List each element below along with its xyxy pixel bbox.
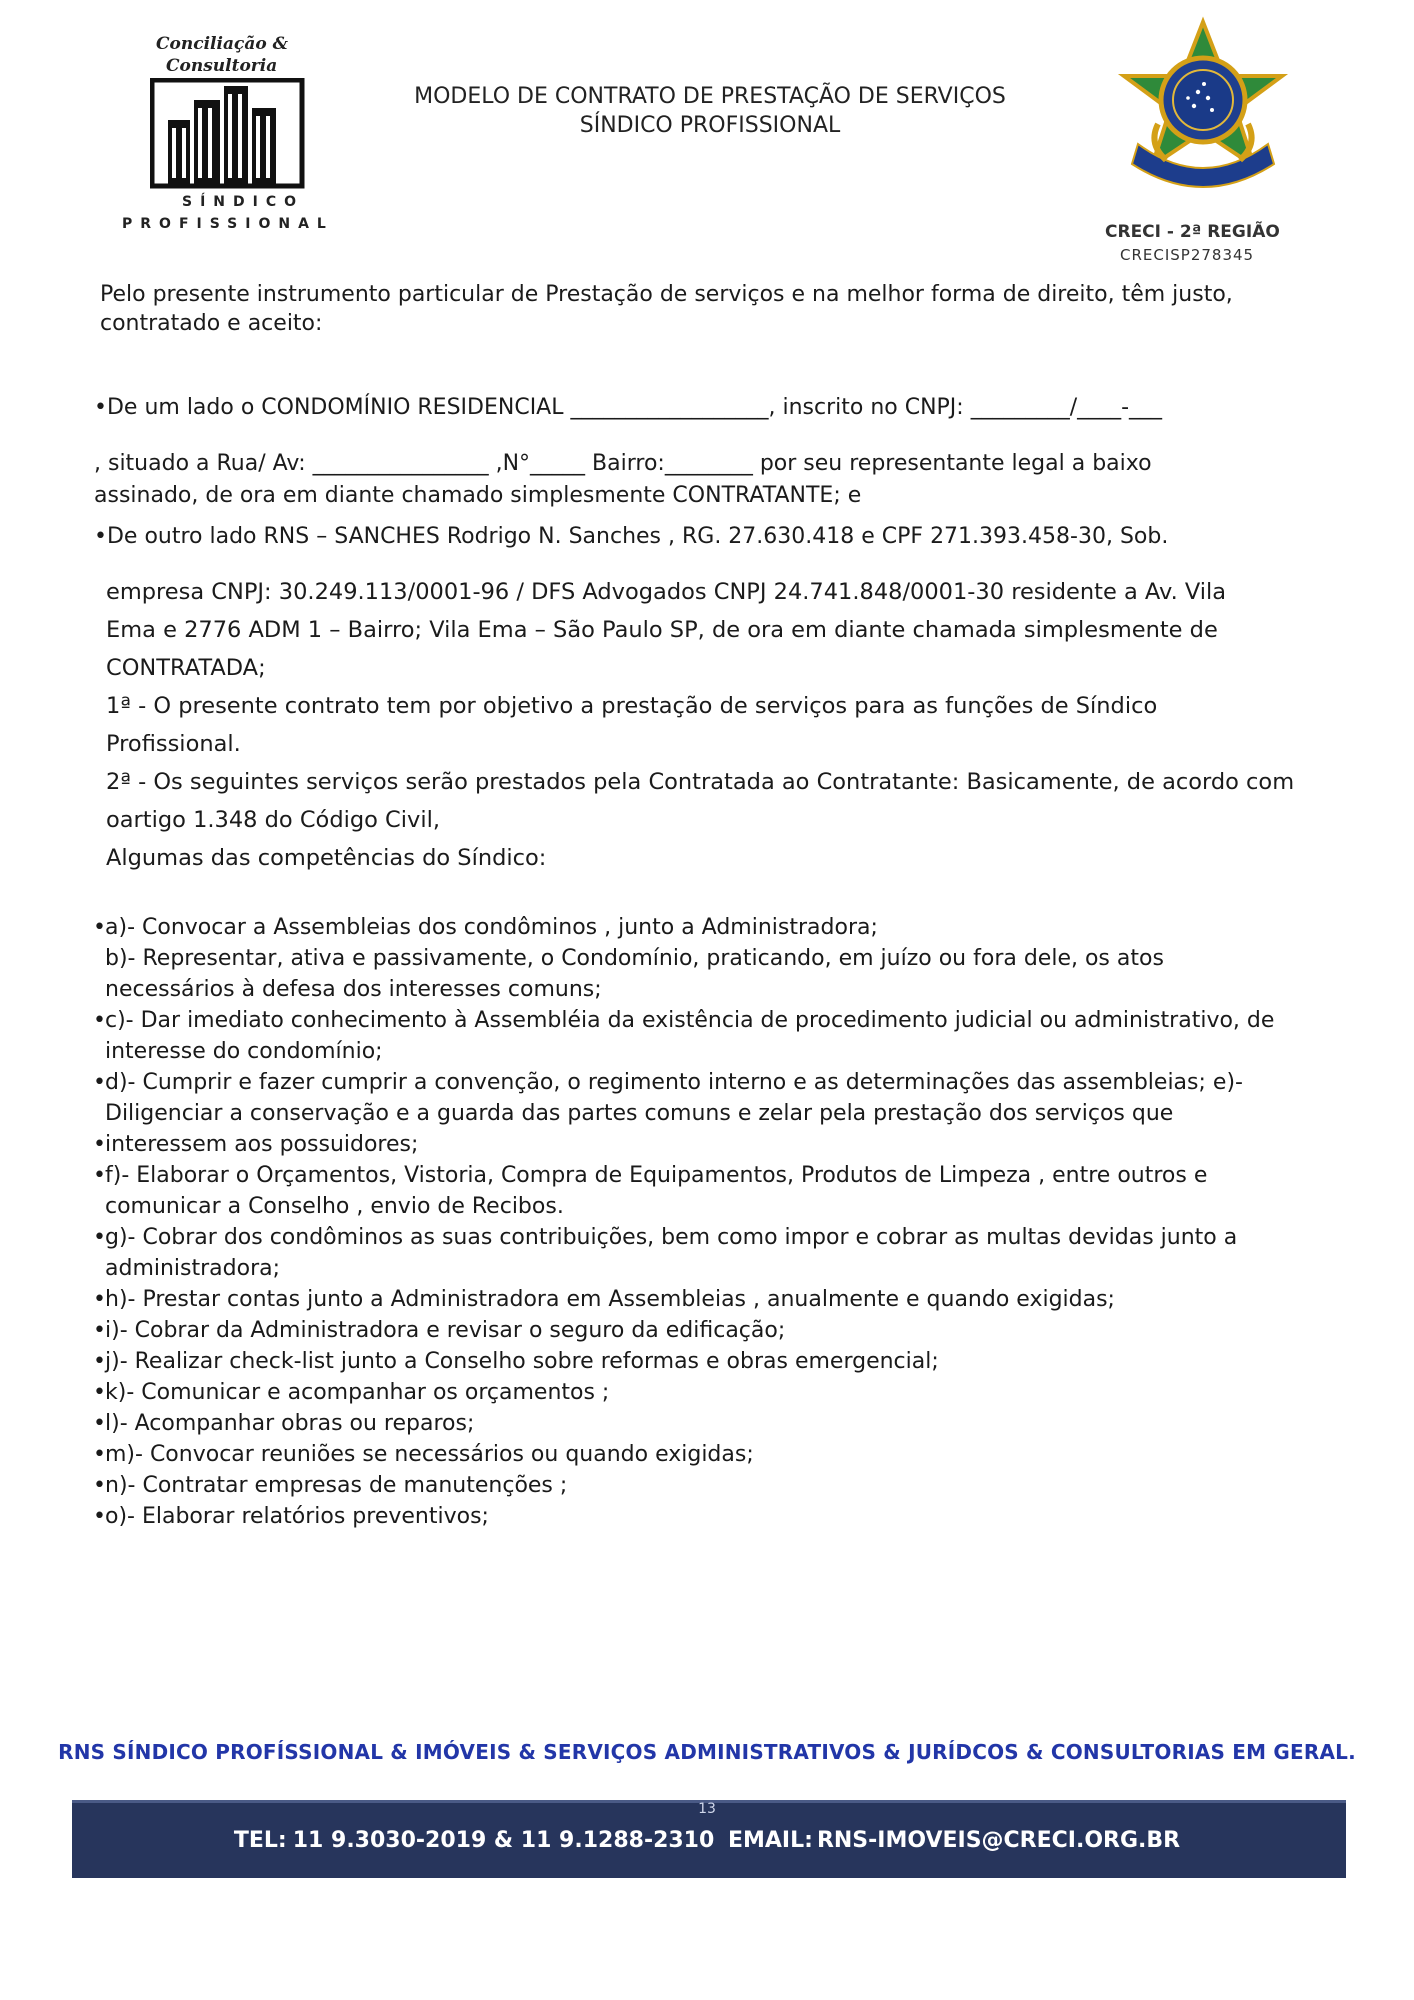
tel-values: 11 9.3030-2019 & 11 9.1288-2310 <box>292 1828 715 1853</box>
footer-contact <box>0 1828 1414 1853</box>
email-label: EMAIL: <box>727 1828 813 1853</box>
list-item: • i)- Cobrar da Administradora e revisar o seguro da edificação; <box>95 1315 1325 1346</box>
competencies-list <box>95 912 1325 1532</box>
list-item: • h)- Prestar contas junto a Administradora em Assembleias , anualmente e quando exigidas; <box>95 1284 1325 1315</box>
list-item: • j)- Realizar check-list junto a Conselho sobre reformas e obras emergencial; <box>95 1346 1325 1377</box>
document-title-line1: MODELO DE CONTRATO DE PRESTAÇÃO DE SERVIÇOS <box>414 84 1006 109</box>
list-item: administradora; <box>105 1256 281 1281</box>
list-item: b)- Representar, ativa e passivamente, o Condomínio, praticando, em juízo ou fora dele, os atos <box>105 946 1164 971</box>
email-value[interactable]: RNS-IMOVEIS@CRECI.ORG.BR <box>816 1828 1181 1853</box>
party1-line: , situado a Rua/ Av: ________________ ,N°_____ Bairro:________ por seu representante legal a baixo <box>94 451 1152 476</box>
logo-brand-line1: Conciliação & <box>156 34 288 54</box>
document-title-line2: SÍNDICO PROFISSIONAL <box>579 113 841 138</box>
clause-1-line: 1ª - O presente contrato tem por objetivo a prestação de serviços para as funções de Síndico <box>106 693 1158 719</box>
party2-line: empresa CNPJ: 30.249.113/0001-96 / DFS Advogados CNPJ 24.741.848/0001-30 residente a Av. Vila <box>106 579 1227 605</box>
list-item: • c)- Dar imediato conhecimento à Assembléia da existência de procedimento judicial ou administrativo, de <box>95 1005 1325 1036</box>
tel-label: TEL: <box>233 1828 287 1853</box>
list-item: Diligenciar a conservação e a guarda das partes comuns e zelar pela prestação dos serviços que <box>105 1101 1174 1126</box>
party2-line: CONTRATADA; <box>106 655 266 681</box>
logo-sub-line1: SÍNDICO <box>182 194 305 210</box>
intro-line: Pelo presente instrumento particular de Prestação de serviços e na melhor forma de direito, têm justo, <box>100 282 1233 307</box>
party1-line: assinado, de ora em diante chamado simplesmente CONTRATANTE; e <box>94 483 862 508</box>
footer-slogan: RNS SÍNDICO PROFÍSSIONAL & IMÓVEIS & SERVIÇOS ADMINISTRATIVOS & JURÍDCOS & CONSULTORIAS EM GERAL. <box>58 1740 1356 1764</box>
creci-number: CRECISP278345 <box>1120 246 1255 264</box>
logo-brand-line2: Consultoria <box>166 56 278 76</box>
list-item: • d)- Cumprir e fazer cumprir a convenção, o regimento interno e as determinações das assembleias; e)- <box>95 1067 1325 1098</box>
party2-line: •De outro lado RNS – SANCHES Rodrigo N. Sanches , RG. 27.630.418 e CPF 271.393.458-30, Sob. <box>94 524 1169 549</box>
competencies-heading: Algumas das competências do Síndico: <box>106 845 547 871</box>
list-item: interesse do condomínio; <box>105 1039 383 1064</box>
clause-2-line: 2ª - Os seguintes serviços serão prestados pela Contratada ao Contratante: Basicamente, de acordo com <box>106 769 1295 795</box>
company-logo <box>118 28 338 238</box>
party1-line: •De um lado o CONDOMÍNIO RESIDENCIAL __________________, inscrito no CNPJ: _________/____-___ <box>94 395 1163 420</box>
list-item: • k)- Comunicar e acompanhar os orçamentos ; <box>95 1377 1325 1408</box>
page-number: 13 <box>698 1801 716 1817</box>
list-item: • f)- Elaborar o Orçamentos, Vistoria, Compra de Equipamentos, Produtos de Limpeza , entre outros e <box>95 1160 1325 1191</box>
list-item: comunicar a Conselho , envio de Recibos. <box>105 1194 564 1219</box>
intro-paragraph <box>100 280 1340 338</box>
list-item: necessários à defesa dos interesses comuns; <box>105 977 602 1002</box>
list-item: • a)- Convocar a Assembleias dos condôminos , junto a Administradora; <box>95 912 1325 943</box>
building-icon <box>150 78 306 190</box>
clause-2-line: oartigo 1.348 do Código Civil, <box>106 807 440 833</box>
list-item: • o)- Elaborar relatórios preventivos; <box>95 1501 1325 1532</box>
logo-sub-line2: PROFISSIONAL <box>122 216 334 232</box>
party2-block <box>106 573 1346 877</box>
list-item: • n)- Contratar empresas de manutenções ; <box>95 1470 1325 1501</box>
clause-1-line: Profissional. <box>106 731 241 757</box>
list-item: • g)- Cobrar dos condôminos as suas contribuições, bem como impor e cobrar as multas devidas junto a <box>95 1222 1325 1253</box>
list-item: • m)- Convocar reuniões se necessários ou quando exigidas; <box>95 1439 1325 1470</box>
intro-line: contratado e aceito: <box>100 311 323 336</box>
brazil-coat-of-arms-icon <box>1108 14 1298 214</box>
list-item: • l)- Acompanhar obras ou reparos; <box>95 1408 1325 1439</box>
party2-line: Ema e 2776 ADM 1 – Bairro; Vila Ema – São Paulo SP, de ora em diante chamada simplesmente de <box>106 617 1218 643</box>
creci-badge: CRECI - 2ª REGIÃO <box>1105 222 1280 242</box>
list-item: • interessem aos possuidores; <box>95 1129 1325 1160</box>
